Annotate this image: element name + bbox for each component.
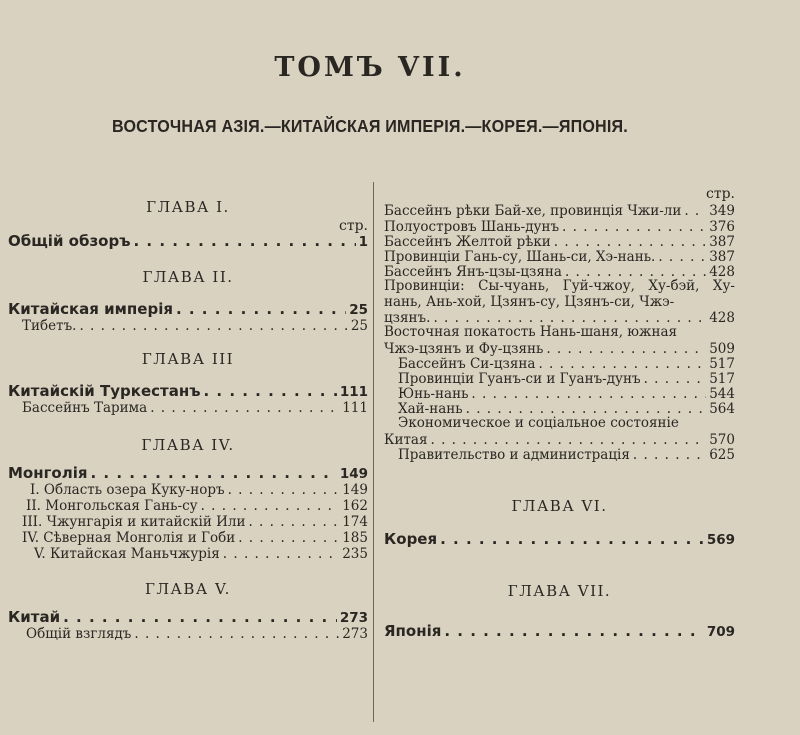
dot-leader (63, 608, 337, 626)
toc-entry[interactable] (398, 386, 735, 402)
entry-page: 1 (358, 234, 368, 250)
entry-page: 517 (709, 356, 735, 372)
page-column-label: стр. (339, 218, 368, 234)
entry-title: II. Монгольская Гань-су (26, 498, 198, 514)
toc-entry[interactable] (8, 608, 368, 626)
toc-entry[interactable] (384, 203, 735, 219)
entry-title: цзянъ. (384, 310, 431, 326)
entry-title: Провинціи Гань-су, Шань-си, Хэ-нань. (384, 249, 656, 265)
toc-entry[interactable] (8, 464, 368, 482)
entry-text: Провинціи: Сы-чуань, Гуй-чжоу, Ху-бэй, Ху-нань, Ань-хой, Цзянъ-су, Цзянъ-си, Чжэ- (384, 278, 735, 310)
dot-leader (176, 300, 346, 318)
dot-leader (79, 318, 347, 334)
entry-page: 273 (339, 610, 368, 626)
entry-title: Монголія (8, 464, 88, 482)
dot-leader (204, 382, 337, 400)
entry-page: 387 (709, 234, 735, 250)
chapter-heading: ГЛАВА IV. (141, 436, 235, 454)
entry-page: 570 (709, 432, 735, 448)
dot-leader (546, 341, 706, 357)
entry-title: Тибетъ. (22, 318, 77, 334)
entry-page: 625 (709, 447, 735, 463)
entry-title: Полуостровъ Шань-дунъ (384, 219, 560, 235)
entry-page: 709 (706, 624, 735, 640)
entry-page: 517 (709, 371, 735, 387)
entry-page: 235 (342, 546, 368, 562)
column-divider (373, 182, 374, 722)
entry-page: 428 (709, 310, 735, 326)
entry-title: Китай (8, 608, 61, 626)
toc-entry[interactable] (398, 356, 735, 372)
entry-page: 174 (342, 514, 368, 530)
dot-leader (228, 482, 340, 498)
entry-page: 564 (709, 401, 735, 417)
entry-title: Китайская имперія (8, 300, 173, 318)
entry-page: 273 (342, 626, 368, 642)
toc-entry[interactable] (8, 382, 368, 400)
page-column-label: стр. (706, 186, 735, 202)
dot-leader (134, 232, 356, 250)
entry-title: Корея (384, 530, 438, 548)
toc-entry[interactable] (34, 546, 368, 562)
volume-subtitle: ВОСТОЧНАЯ АЗІЯ.—КИТАЙСКАЯ ИМПЕРІЯ.—КОРЕЯ.—ЯПОНІЯ. (112, 116, 628, 136)
entry-title: Бассейнъ Си-цзяна (398, 356, 536, 372)
chapter-heading: ГЛАВА VII. (507, 582, 612, 600)
toc-entry[interactable] (8, 232, 368, 250)
entry-page: 25 (349, 302, 368, 318)
chapter-heading: ГЛАВА I. (146, 198, 230, 216)
entry-page: 185 (342, 530, 368, 546)
entry-page: 149 (342, 482, 368, 498)
dot-leader (554, 234, 706, 250)
entry-page: 111 (339, 384, 368, 400)
dot-leader (471, 386, 706, 402)
left-column (8, 0, 368, 735)
entry-title: Японія (384, 622, 442, 640)
right-column (384, 0, 735, 735)
chapter-heading: ГЛАВА III (141, 350, 235, 368)
dot-leader (134, 626, 339, 642)
entry-page: 509 (709, 341, 735, 357)
entry-page: 111 (342, 400, 368, 416)
volume-title: ТОМЪ VII. (274, 52, 466, 83)
dot-leader (633, 447, 706, 463)
entry-title: IV. Сѣверная Монголія и Гоби (22, 530, 236, 546)
toc-entry[interactable] (8, 300, 368, 318)
dot-leader (91, 464, 337, 482)
dot-leader (238, 530, 339, 546)
dot-leader (201, 498, 340, 514)
toc-entry[interactable] (398, 371, 735, 387)
dot-leader (223, 546, 339, 562)
entry-page: 428 (709, 264, 735, 280)
entry-title: Китайскій Туркестанъ (8, 382, 201, 400)
entry-title: Бассейнъ рѣки Бай-хе, провинція Чжи-ли (384, 203, 682, 219)
entry-title: Бассейнъ Янъ-цзы-цзяна (384, 264, 562, 280)
chapter-heading: ГЛАВА V. (145, 580, 231, 598)
dot-leader (430, 432, 706, 448)
entry-title: Китая (384, 432, 428, 448)
entry-title: Провинціи Гуанъ-си и Гуанъ-дунъ (398, 371, 641, 387)
entry-title: Юнь-нань (398, 386, 469, 402)
entry-title: Бассейнъ Тарима (22, 400, 148, 416)
entry-title: V. Китайская Маньчжурія (34, 546, 220, 562)
entry-page: 349 (709, 203, 735, 219)
entry-title: I. Область озера Куку-норъ (30, 482, 225, 498)
toc-entry[interactable] (384, 432, 735, 448)
entry-title: III. Чжунгарія и китайскій Или (22, 514, 246, 530)
toc-entry[interactable] (384, 234, 735, 250)
entry-page: 376 (709, 219, 735, 235)
dot-leader (150, 400, 339, 416)
toc-entry[interactable] (384, 219, 735, 235)
toc-entry[interactable] (384, 530, 735, 548)
toc-entry[interactable] (26, 498, 368, 514)
dot-leader (248, 514, 339, 530)
dot-leader (440, 530, 704, 548)
toc-entry[interactable] (30, 482, 368, 498)
entry-page: 544 (709, 386, 735, 402)
entry-title: Хай-нань (398, 401, 463, 417)
dot-leader (684, 203, 706, 219)
entry-page: 149 (339, 466, 368, 482)
chapter-heading: ГЛАВА II. (142, 268, 234, 286)
toc-entry[interactable] (398, 447, 735, 463)
toc-entry[interactable] (22, 400, 368, 416)
entry-title: Чжэ-цзянъ и Фу-цзянь (384, 341, 544, 357)
entry-title: Правительство и администрація (398, 447, 630, 463)
entry-text: Восточная покатость Нань-шаня, южная (384, 324, 678, 340)
chapter-heading: ГЛАВА VI. (511, 497, 608, 515)
toc-entry[interactable] (384, 341, 735, 357)
entry-title: Общій обзоръ (8, 232, 131, 250)
dot-leader (658, 249, 706, 265)
entry-page: 162 (342, 498, 368, 514)
toc-entry[interactable] (384, 622, 735, 640)
toc-entry[interactable] (384, 249, 735, 265)
entry-title: Бассейнъ Желтой рѣки (384, 234, 551, 250)
dot-leader (644, 371, 707, 387)
entry-text: Экономическое и соціальное состояніе (398, 415, 679, 431)
entry-page: 387 (709, 249, 735, 265)
toc-entry[interactable] (22, 530, 368, 546)
toc-entry[interactable] (22, 318, 368, 334)
entry-page: 25 (350, 318, 368, 334)
dot-leader (562, 219, 706, 235)
dot-leader (444, 622, 703, 640)
entry-page: 569 (706, 532, 735, 548)
dot-leader (538, 356, 706, 372)
entry-title: Общій взглядъ (26, 626, 132, 642)
toc-entry[interactable] (26, 626, 368, 642)
toc-entry[interactable] (22, 514, 368, 530)
